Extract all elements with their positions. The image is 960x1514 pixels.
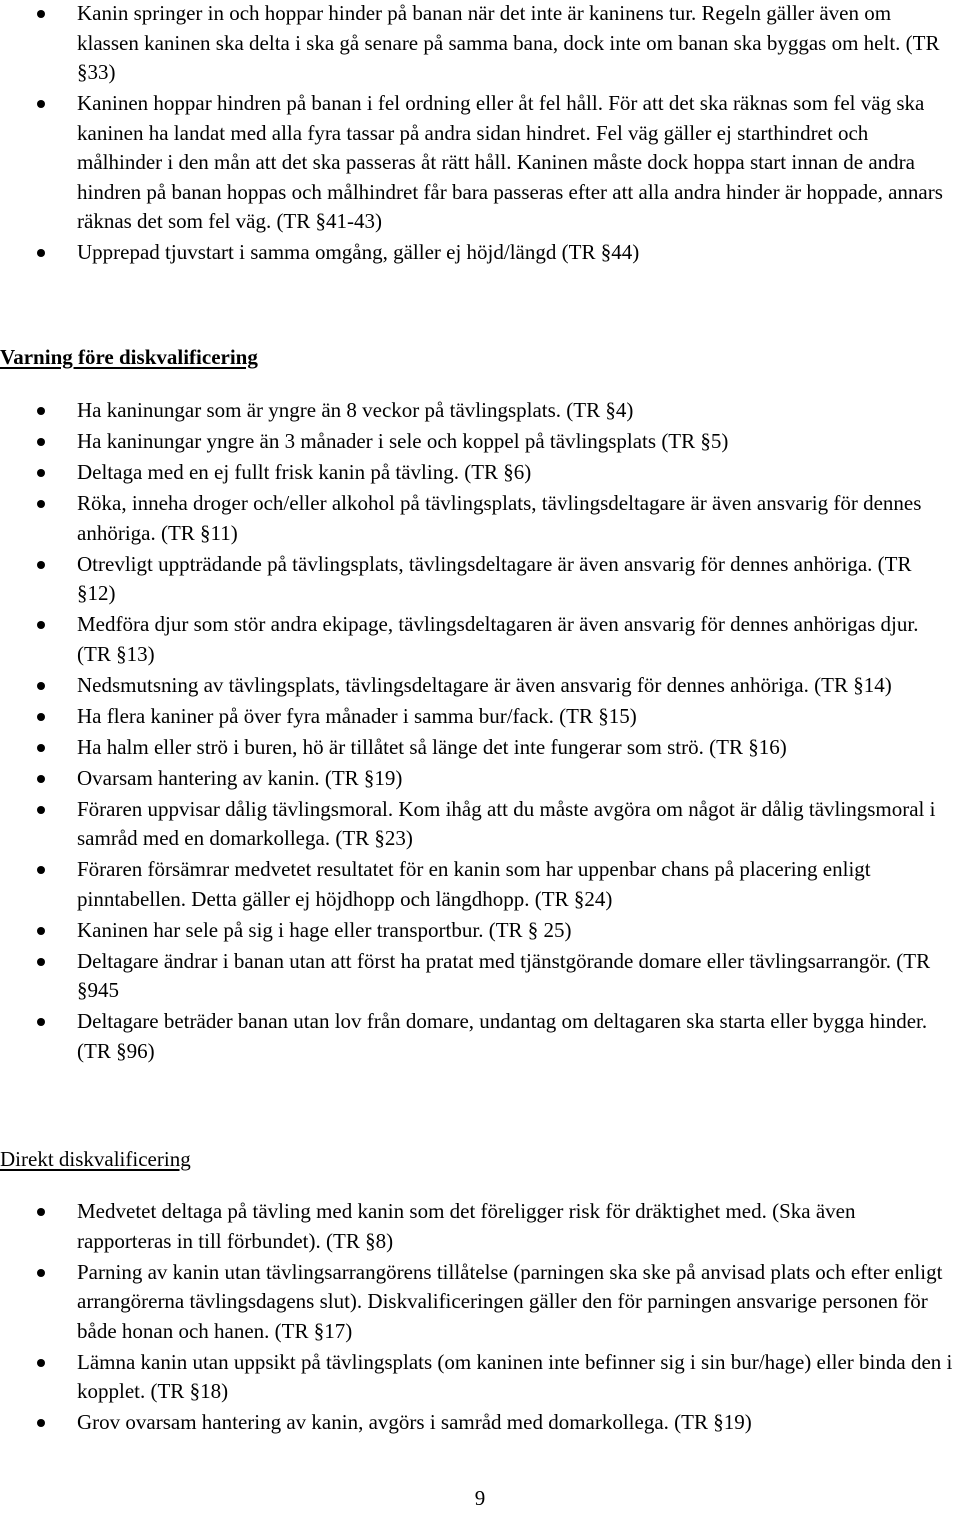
- list-item: [0, 795, 960, 854]
- list-item: [0, 1007, 960, 1066]
- list-item-text: Deltagare ändrar i banan utan att först ha pratat med tjänstgörande domare eller tävlingsarrangör. (TR §945: [77, 948, 931, 1002]
- list-item-text: Kaninen hoppar hindren på banan i fel ordning eller åt fel håll. För att det ska räknas som fel väg ska kaninen ha landat med alla fyra tassar på andra sidan hindret. Fel väg gäller ej starthindret och målhinder i den mån att det ska passeras åt rätt håll. Kaninen måste dock hoppa start innan de andra hindren på banan hoppas och målhindret får bara passeras efter att alla andra hinder är hoppade, annars räknas det som fel väg. (TR §41-43): [77, 91, 943, 233]
- list-item: [0, 1348, 960, 1407]
- bullet-icon: [37, 744, 45, 752]
- bullet-icon: [37, 806, 45, 814]
- bullet-icon: [37, 561, 45, 569]
- bullet-icon: [37, 958, 45, 966]
- list-item: [0, 916, 960, 946]
- list-item: [0, 733, 960, 763]
- list-item-text: Nedsmutsning av tävlingsplats, tävlingsdeltagare är även ansvarig för dennes anhöriga. (TR §14): [77, 672, 892, 697]
- list-item-text: Ovarsam hantering av kanin. (TR §19): [77, 765, 403, 790]
- heading-warning: Varning före diskvalificering: [0, 345, 258, 369]
- bullet-icon: [37, 1018, 45, 1026]
- list-item-text: Deltagare beträder banan utan lov från domare, undantag om deltagaren ska starta eller bygga hinder. (TR §96): [77, 1009, 928, 1063]
- list-item: [0, 238, 960, 268]
- list-item-text: Medföra djur som stör andra ekipage, tävlingsdeltagaren är även ansvarig för dennes anhörigas djur. (TR §13): [77, 612, 919, 666]
- bullet-icon: [37, 775, 45, 783]
- bullet-icon: [37, 500, 45, 508]
- list-item-text: Ha kaninungar yngre än 3 månader i sele och koppel på tävlingsplats (TR §5): [77, 429, 729, 453]
- list-item-text: Deltaga med en ej fullt frisk kanin på tävling. (TR §6): [77, 460, 532, 484]
- bullet-icon: [37, 10, 45, 18]
- list-item: [0, 702, 960, 732]
- bullet-icon: [37, 1269, 45, 1277]
- list-item: [0, 396, 960, 426]
- list-item: [0, 1408, 960, 1438]
- rules-list-warning: [0, 396, 960, 1068]
- list-item-text: Lämna kanin utan uppsikt på tävlingsplats (om kaninen inte befinner sig i sin bur/hage) eller binda den i kopplet. (TR §18): [77, 1349, 953, 1403]
- list-item: [0, 671, 960, 701]
- list-item-text: Ha halm eller strö i buren, hö är tillåtet så länge det inte fungerar som strö. (TR §16): [77, 734, 787, 759]
- rules-list-top: [0, 0, 960, 269]
- list-item-text: Medvetet deltaga på tävling med kanin som det föreligger risk för dräktighet med. (Ska även rapporteras in till förbundet). (TR §8): [77, 1199, 856, 1253]
- list-item-text: Otrevligt uppträdande på tävlingsplats, tävlingsdeltagare är även ansvarig för dennes anhöriga. (TR §12): [77, 551, 912, 605]
- bullet-list: [0, 396, 960, 1066]
- rules-list-direct: [0, 1197, 960, 1439]
- bullet-icon: [37, 1208, 45, 1216]
- bullet-list: [0, 1197, 960, 1438]
- list-item-text: Upprepad tjuvstart i samma omgång, gäller ej höjd/längd (TR §44): [77, 240, 640, 264]
- list-item: [0, 0, 960, 88]
- list-item: [0, 89, 960, 237]
- bullet-icon: [37, 682, 45, 690]
- bullet-icon: [37, 713, 45, 721]
- heading-direct: Direkt diskvalificering: [0, 1147, 191, 1171]
- list-item: [0, 764, 960, 794]
- list-item: [0, 458, 960, 488]
- list-item: [0, 1258, 960, 1347]
- bullet-icon: [37, 927, 45, 935]
- page-number: 9: [474, 1486, 486, 1510]
- bullet-icon: [37, 866, 45, 874]
- list-item-text: Parning av kanin utan tävlingsarrangörens tillåtelse (parningen ska ske på anvisad plats och efter enligt arrangörerna tävlingsdagens slut). Diskvalificeringen gäller den för parningen ansvarige personen för både honan och hanen. (TR §17): [77, 1259, 943, 1343]
- list-item: [0, 550, 960, 609]
- bullet-icon: [37, 438, 45, 446]
- bullet-icon: [37, 621, 45, 629]
- list-item-text: Ha flera kaniner på över fyra månader i samma bur/fack. (TR §15): [77, 703, 637, 728]
- list-item-text: Grov ovarsam hantering av kanin, avgörs i samråd med domarkollega. (TR §19): [77, 1410, 752, 1434]
- list-item-text: Ha kaninungar som är yngre än 8 veckor på tävlingsplats. (TR §4): [77, 398, 634, 422]
- list-item: [0, 427, 960, 457]
- bullet-icon: [37, 1359, 45, 1367]
- bullet-icon: [37, 469, 45, 477]
- bullet-icon: [37, 100, 45, 108]
- list-item: [0, 947, 960, 1006]
- bullet-icon: [37, 249, 45, 257]
- list-item-text: Kaninen har sele på sig i hage eller transportbur. (TR § 25): [77, 917, 572, 942]
- list-item-text: Kanin springer in och hoppar hinder på banan när det inte är kaninens tur. Regeln gäller även om klassen kaninen ska delta i ska gå senare på samma bana, dock inte om banan ska byggas om helt. (TR §33): [77, 1, 940, 84]
- bullet-list: [0, 0, 960, 268]
- list-item-text: Röka, inneha droger och/eller alkohol på tävlingsplats, tävlingsdeltagare är även ansvarig för dennes anhöriga. (TR §11): [77, 491, 922, 545]
- list-item-text: Föraren uppvisar dålig tävlingsmoral. Kom ihåg att du måste avgöra om något är dålig tävlingsmoral i samråd med en domarkollega. (TR §23): [77, 796, 936, 850]
- list-item: [0, 489, 960, 548]
- list-item: [0, 855, 960, 914]
- list-item: [0, 1197, 960, 1256]
- list-item-text: Föraren försämrar medvetet resultatet för en kanin som har uppenbar chans på placering enligt pinntabellen. Detta gäller ej höjdhopp och längdhopp. (TR §24): [77, 857, 871, 911]
- list-item: [0, 610, 960, 669]
- bullet-icon: [37, 1419, 45, 1427]
- bullet-icon: [37, 407, 45, 415]
